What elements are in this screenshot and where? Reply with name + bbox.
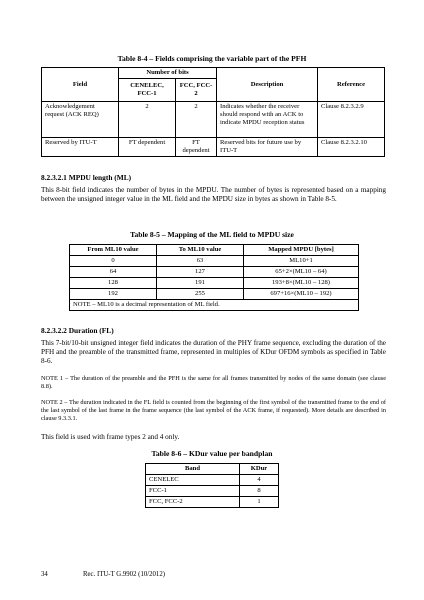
table-cell: FCC-1 [146, 486, 240, 497]
table-row [146, 497, 279, 508]
table-8-4 [41, 67, 385, 157]
table-cell: FT dependent [176, 138, 217, 157]
paragraph-frame-types: This field is used with frame types 2 and 4 only. [41, 433, 180, 441]
table-row [70, 256, 359, 267]
table-cell: 2 [119, 102, 176, 138]
table-row [70, 289, 359, 300]
table-row [42, 138, 385, 157]
table-cell: 127 [157, 267, 244, 278]
table-cell: 65+2×(ML10 – 64) [244, 267, 359, 278]
table-cell: Reserved by ITU-T [42, 138, 119, 157]
table-row [146, 486, 279, 497]
table-cell: 8 [240, 486, 279, 497]
col-header-from: From ML10 value [70, 245, 157, 256]
table-row [70, 278, 359, 289]
table-cell: 1 [240, 497, 279, 508]
note-1: NOTE 1 – The duration of the preamble and the PFH is the same for all frames transmitted by nodes of the same domain (see clause 8.8). [41, 375, 386, 391]
col-header-mapped: Mapped MPDU [bytes] [244, 245, 359, 256]
table-8-4-caption: Table 8-4 – Fields comprising the variable part of the PFH [117, 54, 307, 63]
table-cell: FCC, FCC-2 [146, 497, 240, 508]
table-cell: Clause 8.2.3.2.10 [318, 138, 385, 157]
col-header-number-of-bits: Number of bits [119, 68, 217, 79]
table-cell: Acknowledgement request (ACK REQ) [42, 102, 119, 138]
col-header-fcc: FCC, FCC-2 [176, 79, 217, 102]
table-cell: 2 [176, 102, 217, 138]
table-cell: 697+16×(ML10 – 192) [244, 289, 359, 300]
table-cell: 4 [240, 475, 279, 486]
table-cell: 0 [70, 256, 157, 267]
table-cell: 128 [70, 278, 157, 289]
col-header-kdur: KDur [240, 464, 279, 475]
col-header-description: Description [217, 68, 318, 102]
table-8-6-caption: Table 8-6 – KDur value per bandplan [151, 449, 273, 458]
table-cell: Clause 8.2.3.2.9 [318, 102, 385, 138]
page-number: 34 [41, 571, 48, 578]
table-note-row [70, 300, 359, 311]
table-8-5 [69, 244, 359, 311]
paragraph-duration: This 7-bit/10-bit unsigned integer field indicates the duration of the PHY frame sequence, excluding the duration of the PFH and the preamble of the transmitted frame, represented in multiples of KDur OFDM symbols as specified in Table 8-6. [41, 339, 386, 366]
table-8-5-caption: Table 8-5 – Mapping of the ML field to MPDU size [130, 230, 294, 239]
table-cell: 193+8×(ML10 – 128) [244, 278, 359, 289]
section-heading-duration: 8.2.3.2.2 Duration (FL) [41, 326, 114, 335]
table-cell: Indicates whether the receiver should respond with an ACK to indicate MPDU reception status [217, 102, 318, 138]
table-cell: Reserved bits for future use by ITU-T [217, 138, 318, 157]
col-header-to: To ML10 value [157, 245, 244, 256]
table-cell: ML10+1 [244, 256, 359, 267]
section-heading-mpdu-length: 8.2.3.2.1 MPDU length (ML) [41, 173, 132, 182]
paragraph-mpdu-length: This 8-bit field indicates the number of bytes in the MPDU. The number of bytes is represented based on a mapping between the unsigned integer value in the ML field and the MPDU size in bytes as shown in Table 8-5. [41, 186, 386, 204]
table-cell: CENELEC [146, 475, 240, 486]
table-cell: 191 [157, 278, 244, 289]
col-header-reference: Reference [318, 68, 385, 102]
table-cell: 64 [70, 267, 157, 278]
footer-reference: Rec. ITU-T G.9902 (10/2012) [83, 571, 165, 578]
table-cell: 192 [70, 289, 157, 300]
table-cell: 63 [157, 256, 244, 267]
table-cell: FT dependent [119, 138, 176, 157]
col-header-field: Field [42, 68, 119, 102]
table-8-6 [145, 463, 279, 508]
table-row [146, 475, 279, 486]
table-note: NOTE – ML10 is a decimal representation of ML field. [70, 300, 359, 311]
col-header-cenelec: CENELEC, FCC-1 [119, 79, 176, 102]
table-cell: 255 [157, 289, 244, 300]
col-header-band: Band [146, 464, 240, 475]
table-row [70, 267, 359, 278]
table-row [42, 102, 385, 138]
note-2: NOTE 2 – The duration indicated in the FL field is counted from the beginning of the first symbol of the transmitted frame to the end of the last symbol of the last frame in the frame sequence (the last symbol of the ACK frame, if requested). More details are described in clause 9.3.3.1. [41, 399, 386, 423]
